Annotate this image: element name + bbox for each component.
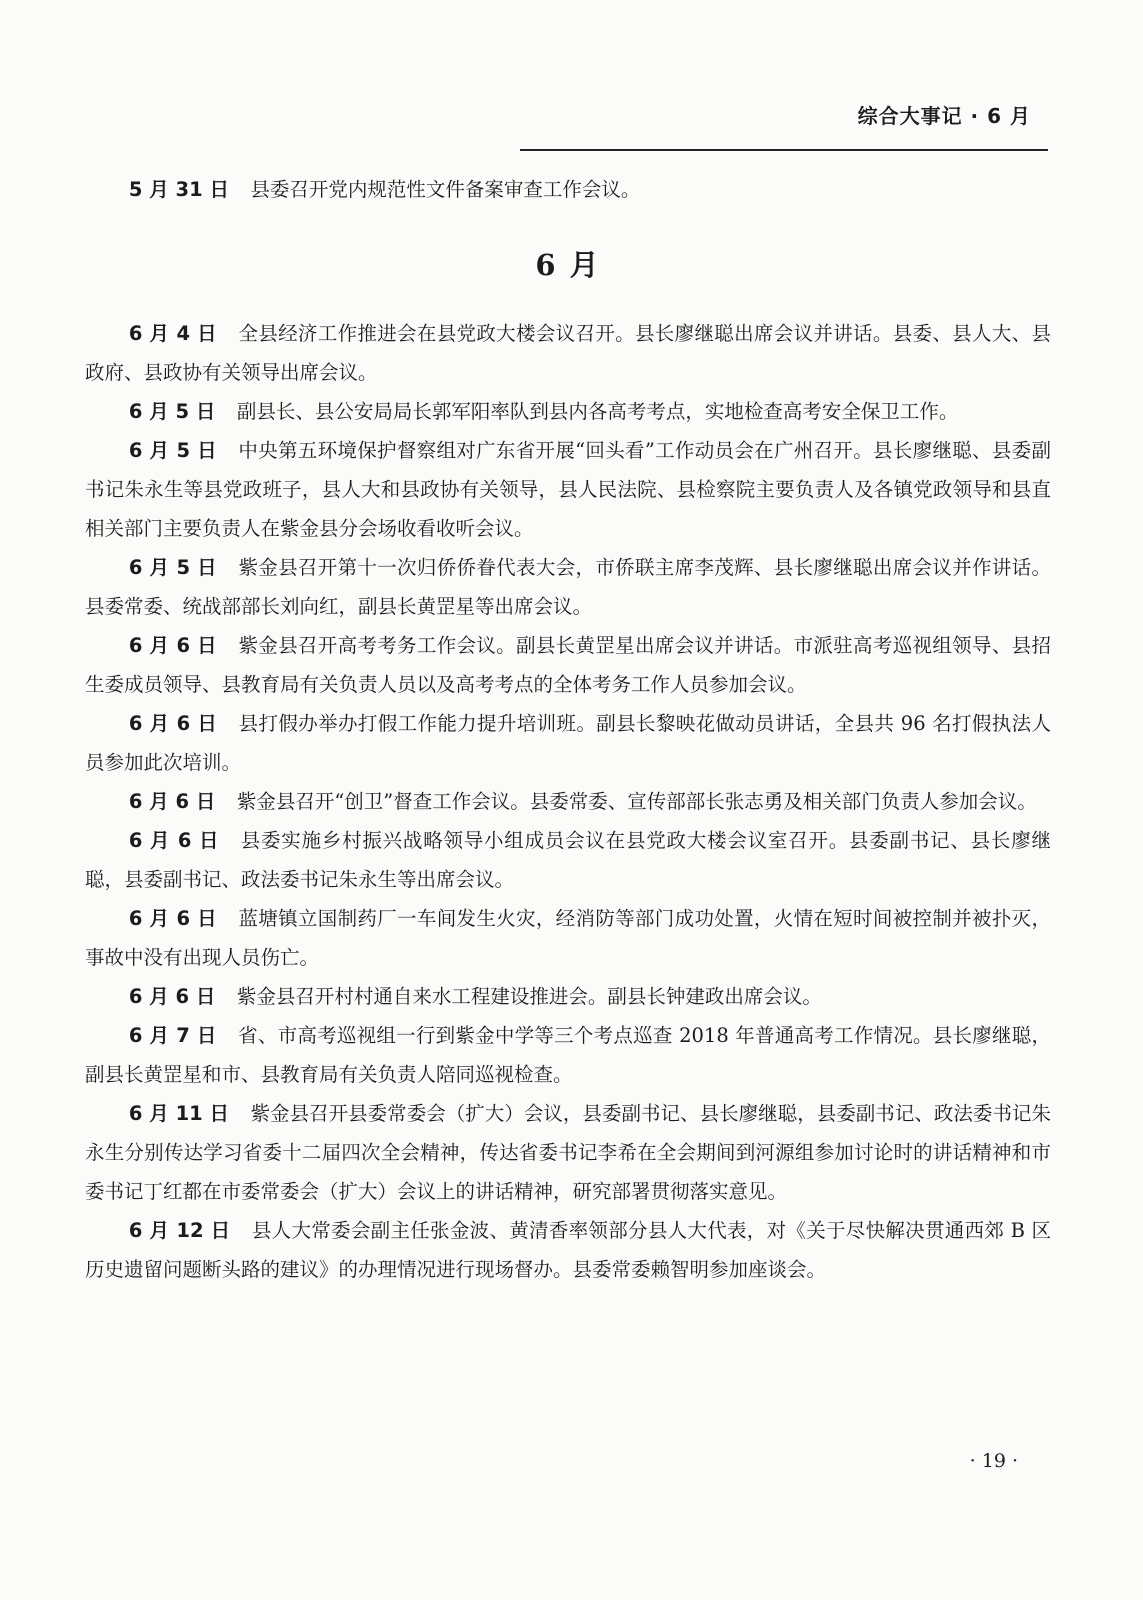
entry-text: 副县长、县公安局局长郭军阳率队到县内各高考考点，实地检查高考安全保卫工作。: [236, 400, 959, 423]
entry-date: 6 月 6 日: [128, 985, 216, 1008]
list-item: [85, 548, 1051, 626]
entry-text: 紫金县召开村村通自来水工程建设推进会。副县长钟建政出席会议。: [236, 985, 822, 1008]
entry-text: 县打假办举办打假工作能力提升培训班。副县长黎映花做动员讲话，全县共 96 名打假执法人员参加此次培训。: [85, 712, 1051, 774]
month-heading: 6 月: [535, 248, 601, 282]
page-number: · 19 ·: [969, 1450, 1018, 1472]
entry-date: 5 月 31 日: [128, 178, 229, 201]
entry-text: 县人大常委会副主任张金波、黄清香率领部分县人大代表，对《关于尽快解决贯通西郊 B 区历史遗留问题断头路的建议》的办理情况进行现场督办。县委常委赖智明参加座谈会。: [85, 1219, 1051, 1281]
entry-text: 紫金县召开县委常委会（扩大）会议，县委副书记、县长廖继聪，县委副书记、政法委书记朱永生分别传达学习省委十二届四次全会精神，传达省委书记李希在全会期间到河源组参加讨论时的讲话精神和市委书记丁红都在市委常委会（扩大）会议上的讲话精神，研究部署贯彻落实意见。: [85, 1102, 1051, 1203]
entry-date: 6 月 4 日: [128, 322, 218, 345]
list-item: [85, 899, 1051, 977]
entry-text: 紫金县召开“创卫”督查工作会议。县委常委、宣传部部长张志勇及相关部门负责人参加会议。: [236, 790, 1037, 813]
entry-date: 6 月 5 日: [128, 556, 218, 579]
entry-date: 6 月 11 日: [128, 1102, 230, 1125]
entry-text: 县委召开党内规范性文件备案审查工作会议。: [250, 178, 641, 201]
list-item: [85, 1094, 1051, 1211]
entry-date: 6 月 6 日: [128, 907, 218, 930]
entry-text: 中央第五环境保护督察组对广东省开展“回头看”工作动员会在广州召开。县长廖继聪、县委副书记朱永生等县党政班子，县人大和县政协有关领导，县人民法院、县检察院主要负责人及各镇党政领导和县直相关部门主要负责人在紫金县分会场收看收听会议。: [85, 439, 1051, 540]
list-item: [85, 782, 1051, 821]
running-header: 综合大事记 · 6 月: [857, 104, 1031, 128]
entry-date: 6 月 6 日: [128, 829, 220, 852]
list-item: [85, 821, 1051, 899]
list-item: [85, 1016, 1051, 1094]
header-rule: [520, 149, 1048, 151]
list-item: [85, 392, 1051, 431]
entry-date: 6 月 6 日: [128, 634, 218, 657]
entry-may-31: [85, 170, 1051, 209]
entry-date: 6 月 6 日: [128, 790, 216, 813]
entry-date: 6 月 5 日: [128, 439, 217, 462]
entry-text: 紫金县召开第十一次归侨侨眷代表大会，市侨联主席李茂辉、县长廖继聪出席会议并作讲话。县委常委、统战部部长刘向红，副县长黄罡星等出席会议。: [85, 556, 1051, 618]
entry-list: [85, 314, 1051, 1289]
list-item: [85, 1211, 1051, 1289]
entry-text: 全县经济工作推进会在县党政大楼会议召开。县长廖继聪出席会议并讲话。县委、县人大、县政府、县政协有关领导出席会议。: [85, 322, 1051, 384]
list-item: [85, 314, 1051, 392]
list-item: [85, 977, 1051, 1016]
entry-date: 6 月 6 日: [128, 712, 218, 735]
entry-text: 省、市高考巡视组一行到紫金中学等三个考点巡查 2018 年普通高考工作情况。县长廖继聪，副县长黄罡星和市、县教育局有关负责人陪同巡视检查。: [85, 1024, 1051, 1086]
entry-text: 县委实施乡村振兴战略领导小组成员会议在县党政大楼会议室召开。县委副书记、县长廖继聪，县委副书记、政法委书记朱永生等出席会议。: [85, 829, 1051, 891]
entry-date: 6 月 5 日: [128, 400, 216, 423]
list-item: [85, 431, 1051, 548]
entry-text: 蓝塘镇立国制药厂一车间发生火灾，经消防等部门成功处置，火情在短时间被控制并被扑灭，事故中没有出现人员伤亡。: [85, 907, 1051, 969]
entry-date: 6 月 12 日: [128, 1219, 231, 1242]
entry-text: 紫金县召开高考考务工作会议。副县长黄罡星出席会议并讲话。市派驻高考巡视组领导、县招生委成员领导、县教育局有关负责人员以及高考考点的全体考务工作人员参加会议。: [85, 634, 1051, 696]
list-item: [85, 704, 1051, 782]
list-item: [85, 626, 1051, 704]
entry-date: 6 月 7 日: [128, 1024, 217, 1047]
page-content: [85, 170, 1051, 1289]
